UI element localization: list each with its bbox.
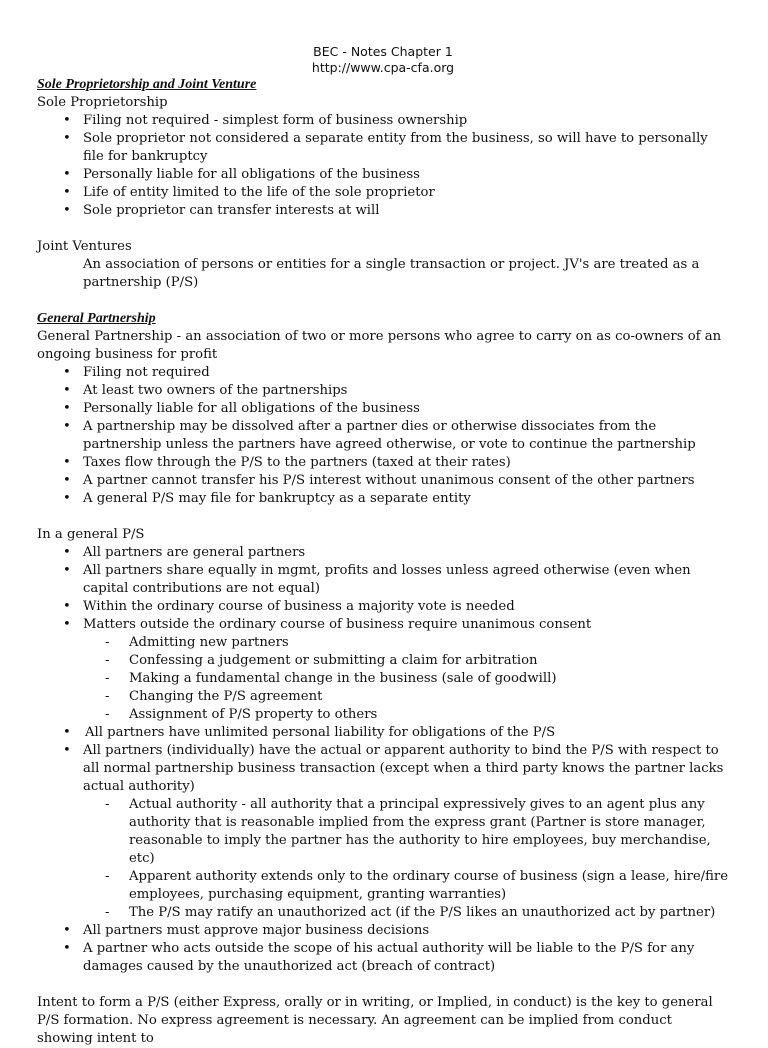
list-item: • All partners have unlimited personal liability for obligations of the P/S xyxy=(37,724,729,742)
unanimous-consent-list xyxy=(83,634,729,724)
document-page xyxy=(37,44,729,1048)
spacer xyxy=(37,508,729,526)
document-url: http://www.cpa-cfa.org xyxy=(311,60,455,75)
list-item-text: All partners (individually) have the actual or apparent authority to bind the P/S with respect to all normal partnership business transaction (except when a third party knows the partner lacks actual authority) xyxy=(83,743,724,794)
sole-proprietorship-label: Sole Proprietorship xyxy=(37,95,168,110)
general-partnership-definition: General Partnership - an association of two or more persons who agree to carry on as co-owners of an ongoing business for profit xyxy=(37,329,722,362)
list-item: • A partnership may be dissolved after a partner dies or otherwise dissociates from the partnership unless the partners have agreed otherwise, or vote to continue the partnership xyxy=(37,418,729,454)
list-item: • All partners are general partners xyxy=(37,544,729,562)
list-item xyxy=(37,742,729,922)
list-item: • Life of entity limited to the life of the sole proprietor xyxy=(37,184,729,202)
sub-list-item: - Confessing a judgement or submitting a claim for arbitration xyxy=(83,652,729,670)
list-item-text: Matters outside the ordinary course of business require unanimous consent xyxy=(83,617,592,632)
intent-paragraph: Intent to form a P/S (either Express, orally or in writing, or Implied, in conduct) is the key to general P/S formation. No express agreement is necessary. An agreement can be implied from conduct showing intent to xyxy=(37,995,713,1046)
list-item: • A partner cannot transfer his P/S interest without unanimous consent of the other partners xyxy=(37,472,729,490)
spacer xyxy=(37,976,729,994)
general-partnership-list xyxy=(37,364,729,508)
list-item: • At least two owners of the partnerships xyxy=(37,382,729,400)
list-item: • Taxes flow through the P/S to the partners (taxed at their rates) xyxy=(37,454,729,472)
document-header xyxy=(37,44,729,76)
section-title-general-partnership: General Partnership xyxy=(37,311,156,326)
list-item xyxy=(37,616,729,724)
sub-list-item: - Admitting new partners xyxy=(83,634,729,652)
sub-list-item: - Assignment of P/S property to others xyxy=(83,706,729,724)
list-item: • Within the ordinary course of business a majority vote is needed xyxy=(37,598,729,616)
list-item: • All partners share equally in mgmt, profits and losses unless agreed otherwise (even when capital contributions are not equal) xyxy=(37,562,729,598)
authority-list xyxy=(83,796,729,922)
sub-list-item: - Actual authority - all authority that a principal expressively gives to an agent plus any authority that is reasonable implied from the express grant (Partner is store manager, reasonable to imply the partner has the authority to hire employees, buy merchandise, etc) xyxy=(83,796,729,868)
sole-proprietorship-list xyxy=(37,112,729,220)
joint-ventures-label: Joint Ventures xyxy=(37,239,132,254)
list-item: • Personally liable for all obligations of the business xyxy=(37,166,729,184)
sub-list-item: - Changing the P/S agreement xyxy=(83,688,729,706)
list-item: • Sole proprietor not considered a separate entity from the business, so will have to personally file for bankruptcy xyxy=(37,130,729,166)
list-item: • Filing not required - simplest form of business ownership xyxy=(37,112,729,130)
spacer xyxy=(37,292,729,310)
section-title-sole-jv: Sole Proprietorship and Joint Venture xyxy=(37,77,257,92)
list-item: • All partners must approve major business decisions xyxy=(37,922,729,940)
list-item: • Sole proprietor can transfer interests at will xyxy=(37,202,729,220)
joint-ventures-text: An association of persons or entities for a single transaction or project. JV's are treated as a partnership (P/S) xyxy=(83,257,700,290)
in-general-ps-list xyxy=(37,544,729,976)
list-item: • Filing not required xyxy=(37,364,729,382)
document-title: BEC - Notes Chapter 1 xyxy=(313,44,453,59)
in-general-ps-label: In a general P/S xyxy=(37,527,145,542)
sub-list-item: - Making a fundamental change in the business (sale of goodwill) xyxy=(83,670,729,688)
spacer xyxy=(37,220,729,238)
sub-list-item: - Apparent authority extends only to the ordinary course of business (sign a lease, hire/fire employees, purchasing equipment, granting warranties) xyxy=(83,868,729,904)
list-item: • A general P/S may file for bankruptcy as a separate entity xyxy=(37,490,729,508)
list-item: • A partner who acts outside the scope of his actual authority will be liable to the P/S for any damages caused by the unauthorized act (breach of contract) xyxy=(37,940,729,976)
sub-list-item: - The P/S may ratify an unauthorized act (if the P/S likes an unauthorized act by partner) xyxy=(83,904,729,922)
list-item: • Personally liable for all obligations of the business xyxy=(37,400,729,418)
